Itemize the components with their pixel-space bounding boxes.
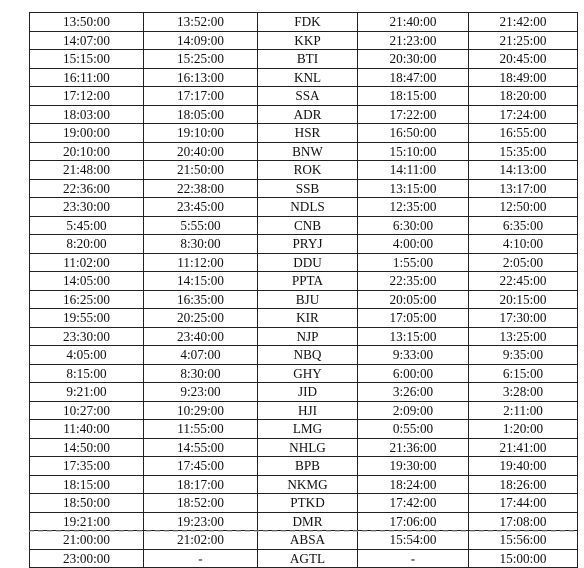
return-departure-time-cell: 6:15:00 <box>469 364 578 383</box>
station-code-cell: SSA <box>258 87 358 106</box>
arrival-time-cell: 11:40:00 <box>30 420 144 439</box>
arrival-time-cell: 17:35:00 <box>30 457 144 476</box>
return-arrival-time-cell: 6:00:00 <box>358 364 469 383</box>
table-row <box>30 531 578 550</box>
departure-time-cell: 23:45:00 <box>144 198 258 217</box>
arrival-time-cell: 4:05:00 <box>30 346 144 365</box>
table-row <box>30 179 578 198</box>
station-code-cell: ADR <box>258 105 358 124</box>
station-code-cell: BJU <box>258 290 358 309</box>
return-arrival-time-cell: 3:26:00 <box>358 383 469 402</box>
table-row <box>30 309 578 328</box>
return-arrival-time-cell: 20:05:00 <box>358 290 469 309</box>
return-departure-time-cell: 21:42:00 <box>469 13 578 32</box>
table-row <box>30 253 578 272</box>
table-row <box>30 68 578 87</box>
arrival-time-cell: 10:27:00 <box>30 401 144 420</box>
station-code-cell: LMG <box>258 420 358 439</box>
arrival-time-cell: 16:11:00 <box>30 68 144 87</box>
return-arrival-time-cell: 14:11:00 <box>358 161 469 180</box>
table-row <box>30 383 578 402</box>
station-code-cell: KNL <box>258 68 358 87</box>
station-code-cell: BPB <box>258 457 358 476</box>
station-code-cell: PPTA <box>258 272 358 291</box>
arrival-time-cell: 18:03:00 <box>30 105 144 124</box>
timetable-body <box>30 13 578 568</box>
table-row <box>30 512 578 531</box>
arrival-time-cell: 18:50:00 <box>30 494 144 513</box>
table-row <box>30 216 578 235</box>
arrival-time-cell: 19:55:00 <box>30 309 144 328</box>
return-arrival-time-cell: 17:22:00 <box>358 105 469 124</box>
departure-time-cell: 16:35:00 <box>144 290 258 309</box>
arrival-time-cell: 22:36:00 <box>30 179 144 198</box>
departure-time-cell: 23:40:00 <box>144 327 258 346</box>
return-departure-time-cell: 1:20:00 <box>469 420 578 439</box>
return-arrival-time-cell: 2:09:00 <box>358 401 469 420</box>
return-departure-time-cell: 14:13:00 <box>469 161 578 180</box>
return-arrival-time-cell: - <box>358 549 469 568</box>
table-row <box>30 142 578 161</box>
return-departure-time-cell: 17:08:00 <box>469 512 578 531</box>
arrival-time-cell: 8:20:00 <box>30 235 144 254</box>
return-arrival-time-cell: 21:40:00 <box>358 13 469 32</box>
table-row <box>30 198 578 217</box>
table-row <box>30 346 578 365</box>
return-arrival-time-cell: 19:30:00 <box>358 457 469 476</box>
return-departure-time-cell: 22:45:00 <box>469 272 578 291</box>
departure-time-cell: 18:17:00 <box>144 475 258 494</box>
arrival-time-cell: 23:30:00 <box>30 198 144 217</box>
return-arrival-time-cell: 17:05:00 <box>358 309 469 328</box>
station-code-cell: HJI <box>258 401 358 420</box>
return-arrival-time-cell: 18:15:00 <box>358 87 469 106</box>
return-departure-time-cell: 21:41:00 <box>469 438 578 457</box>
return-arrival-time-cell: 1:55:00 <box>358 253 469 272</box>
departure-time-cell: 21:02:00 <box>144 531 258 550</box>
departure-time-cell: 14:15:00 <box>144 272 258 291</box>
table-row <box>30 494 578 513</box>
departure-time-cell: 5:55:00 <box>144 216 258 235</box>
departure-time-cell: 20:25:00 <box>144 309 258 328</box>
departure-time-cell: 17:45:00 <box>144 457 258 476</box>
arrival-time-cell: 19:21:00 <box>30 512 144 531</box>
table-row <box>30 50 578 69</box>
return-arrival-time-cell: 17:42:00 <box>358 494 469 513</box>
table-row <box>30 31 578 50</box>
arrival-time-cell: 9:21:00 <box>30 383 144 402</box>
return-departure-time-cell: 21:25:00 <box>469 31 578 50</box>
station-code-cell: JID <box>258 383 358 402</box>
return-arrival-time-cell: 18:47:00 <box>358 68 469 87</box>
arrival-time-cell: 21:00:00 <box>30 531 144 550</box>
station-code-cell: NBQ <box>258 346 358 365</box>
station-code-cell: SSB <box>258 179 358 198</box>
departure-time-cell: 8:30:00 <box>144 364 258 383</box>
return-departure-time-cell: 2:05:00 <box>469 253 578 272</box>
return-arrival-time-cell: 20:30:00 <box>358 50 469 69</box>
departure-time-cell: 21:50:00 <box>144 161 258 180</box>
return-arrival-time-cell: 6:30:00 <box>358 216 469 235</box>
arrival-time-cell: 8:15:00 <box>30 364 144 383</box>
departure-time-cell: 18:05:00 <box>144 105 258 124</box>
station-code-cell: DDU <box>258 253 358 272</box>
return-departure-time-cell: 13:17:00 <box>469 179 578 198</box>
arrival-time-cell: 5:45:00 <box>30 216 144 235</box>
station-code-cell: ROK <box>258 161 358 180</box>
departure-time-cell: 16:13:00 <box>144 68 258 87</box>
station-code-cell: NKMG <box>258 475 358 494</box>
return-departure-time-cell: 6:35:00 <box>469 216 578 235</box>
return-departure-time-cell: 9:35:00 <box>469 346 578 365</box>
table-row <box>30 438 578 457</box>
departure-time-cell: 15:25:00 <box>144 50 258 69</box>
timetable-sheet <box>29 12 577 568</box>
station-code-cell: NDLS <box>258 198 358 217</box>
return-departure-time-cell: 13:25:00 <box>469 327 578 346</box>
return-departure-time-cell: 17:30:00 <box>469 309 578 328</box>
station-code-cell: GHY <box>258 364 358 383</box>
station-code-cell: HSR <box>258 124 358 143</box>
arrival-time-cell: 19:00:00 <box>30 124 144 143</box>
return-arrival-time-cell: 0:55:00 <box>358 420 469 439</box>
return-departure-time-cell: 18:49:00 <box>469 68 578 87</box>
arrival-time-cell: 17:12:00 <box>30 87 144 106</box>
return-departure-time-cell: 19:40:00 <box>469 457 578 476</box>
return-departure-time-cell: 16:55:00 <box>469 124 578 143</box>
return-departure-time-cell: 15:35:00 <box>469 142 578 161</box>
table-row <box>30 235 578 254</box>
return-arrival-time-cell: 22:35:00 <box>358 272 469 291</box>
table-row <box>30 124 578 143</box>
return-arrival-time-cell: 4:00:00 <box>358 235 469 254</box>
arrival-time-cell: 14:50:00 <box>30 438 144 457</box>
return-arrival-time-cell: 21:23:00 <box>358 31 469 50</box>
table-row <box>30 87 578 106</box>
table-row <box>30 161 578 180</box>
return-arrival-time-cell: 16:50:00 <box>358 124 469 143</box>
departure-time-cell: 19:23:00 <box>144 512 258 531</box>
station-code-cell: BNW <box>258 142 358 161</box>
departure-time-cell: 17:17:00 <box>144 87 258 106</box>
return-departure-time-cell: 20:15:00 <box>469 290 578 309</box>
return-arrival-time-cell: 15:54:00 <box>358 531 469 550</box>
departure-time-cell: 20:40:00 <box>144 142 258 161</box>
return-departure-time-cell: 20:45:00 <box>469 50 578 69</box>
return-arrival-time-cell: 21:36:00 <box>358 438 469 457</box>
return-arrival-time-cell: 13:15:00 <box>358 327 469 346</box>
return-departure-time-cell: 17:44:00 <box>469 494 578 513</box>
departure-time-cell: 10:29:00 <box>144 401 258 420</box>
table-row <box>30 272 578 291</box>
arrival-time-cell: 18:15:00 <box>30 475 144 494</box>
return-departure-time-cell: 2:11:00 <box>469 401 578 420</box>
departure-time-cell: 13:52:00 <box>144 13 258 32</box>
departure-time-cell: 11:55:00 <box>144 420 258 439</box>
return-departure-time-cell: 18:20:00 <box>469 87 578 106</box>
station-code-cell: PTKD <box>258 494 358 513</box>
table-row <box>30 401 578 420</box>
table-row <box>30 290 578 309</box>
station-code-cell: KIR <box>258 309 358 328</box>
arrival-time-cell: 14:07:00 <box>30 31 144 50</box>
return-departure-time-cell: 15:00:00 <box>469 549 578 568</box>
arrival-time-cell: 11:02:00 <box>30 253 144 272</box>
station-code-cell: CNB <box>258 216 358 235</box>
table-row <box>30 475 578 494</box>
table-row <box>30 364 578 383</box>
departure-time-cell: - <box>144 549 258 568</box>
return-arrival-time-cell: 18:24:00 <box>358 475 469 494</box>
station-code-cell: AGTL <box>258 549 358 568</box>
cut-off-footer-line <box>29 530 577 532</box>
table-row <box>30 13 578 32</box>
table-row <box>30 420 578 439</box>
arrival-time-cell: 13:50:00 <box>30 13 144 32</box>
departure-time-cell: 11:12:00 <box>144 253 258 272</box>
table-row <box>30 327 578 346</box>
return-departure-time-cell: 4:10:00 <box>469 235 578 254</box>
departure-time-cell: 8:30:00 <box>144 235 258 254</box>
arrival-time-cell: 23:00:00 <box>30 549 144 568</box>
arrival-time-cell: 23:30:00 <box>30 327 144 346</box>
arrival-time-cell: 14:05:00 <box>30 272 144 291</box>
departure-time-cell: 9:23:00 <box>144 383 258 402</box>
station-code-cell: NJP <box>258 327 358 346</box>
station-code-cell: NHLG <box>258 438 358 457</box>
return-arrival-time-cell: 13:15:00 <box>358 179 469 198</box>
return-arrival-time-cell: 12:35:00 <box>358 198 469 217</box>
table-row <box>30 549 578 568</box>
return-departure-time-cell: 17:24:00 <box>469 105 578 124</box>
return-departure-time-cell: 12:50:00 <box>469 198 578 217</box>
departure-time-cell: 18:52:00 <box>144 494 258 513</box>
departure-time-cell: 19:10:00 <box>144 124 258 143</box>
departure-time-cell: 14:09:00 <box>144 31 258 50</box>
station-code-cell: DMR <box>258 512 358 531</box>
timetable <box>29 12 578 568</box>
cut-off-footer-text <box>29 529 577 533</box>
station-code-cell: PRYJ <box>258 235 358 254</box>
return-departure-time-cell: 15:56:00 <box>469 531 578 550</box>
station-code-cell: KKP <box>258 31 358 50</box>
return-arrival-time-cell: 9:33:00 <box>358 346 469 365</box>
arrival-time-cell: 15:15:00 <box>30 50 144 69</box>
station-code-cell: ABSA <box>258 531 358 550</box>
return-departure-time-cell: 18:26:00 <box>469 475 578 494</box>
arrival-time-cell: 21:48:00 <box>30 161 144 180</box>
departure-time-cell: 4:07:00 <box>144 346 258 365</box>
return-departure-time-cell: 3:28:00 <box>469 383 578 402</box>
departure-time-cell: 22:38:00 <box>144 179 258 198</box>
station-code-cell: FDK <box>258 13 358 32</box>
arrival-time-cell: 20:10:00 <box>30 142 144 161</box>
table-row <box>30 457 578 476</box>
station-code-cell: BTI <box>258 50 358 69</box>
departure-time-cell: 14:55:00 <box>144 438 258 457</box>
return-arrival-time-cell: 15:10:00 <box>358 142 469 161</box>
return-arrival-time-cell: 17:06:00 <box>358 512 469 531</box>
arrival-time-cell: 16:25:00 <box>30 290 144 309</box>
table-row <box>30 105 578 124</box>
